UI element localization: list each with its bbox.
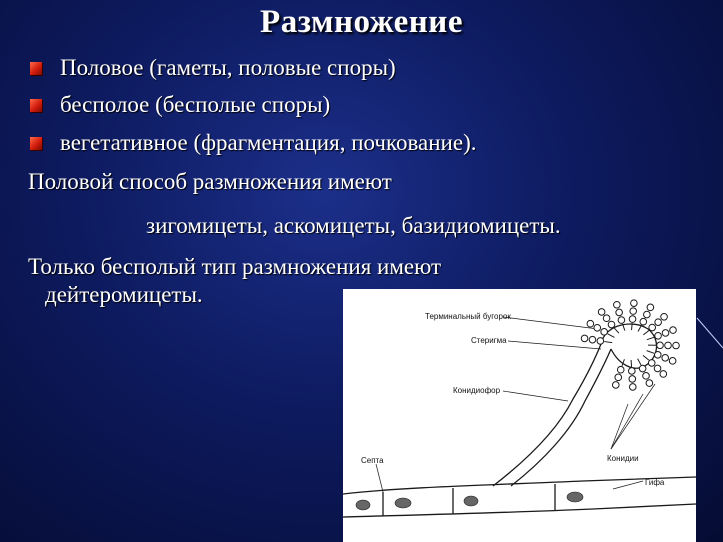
- sterigma: [614, 328, 619, 334]
- conidium: [629, 368, 636, 375]
- conidium: [639, 365, 646, 372]
- conidium: [608, 321, 615, 328]
- conidium: [618, 317, 625, 324]
- sterigma: [604, 342, 612, 343]
- conidium: [669, 358, 676, 365]
- bullet-marker: [30, 62, 42, 75]
- sterigma: [643, 330, 649, 335]
- conidium: [654, 365, 661, 372]
- nucleus: [395, 498, 411, 508]
- diagram-svg: [343, 289, 696, 542]
- bullet-marker: [30, 137, 42, 150]
- conidium: [589, 336, 596, 343]
- conidium: [654, 352, 661, 359]
- label-sterigma: Стеригма: [471, 336, 507, 345]
- conidium: [629, 316, 636, 323]
- conidium: [644, 311, 651, 318]
- slide-title: Размножение: [260, 4, 463, 40]
- conidium: [646, 380, 653, 387]
- leader-conidia: [611, 394, 643, 449]
- sterigma: [647, 351, 654, 354]
- conidium: [662, 355, 669, 362]
- sterigma: [638, 359, 641, 365]
- conidium: [661, 313, 668, 320]
- conidium: [616, 309, 623, 316]
- conidium: [670, 327, 677, 334]
- leader-conidiophore: [503, 391, 568, 401]
- decorative-line: [693, 300, 723, 360]
- label-septum: Септа: [361, 456, 384, 465]
- leader-conidia: [611, 404, 628, 449]
- bullet-marker: [30, 99, 42, 112]
- label-hypha: Гифа: [645, 478, 665, 487]
- nucleus: [356, 500, 370, 510]
- conidium: [630, 308, 637, 315]
- conidia-chains: [581, 300, 679, 390]
- conidium: [587, 320, 594, 327]
- leader-sterigma: [508, 341, 601, 349]
- nucleus: [464, 496, 478, 506]
- conidium: [655, 332, 662, 339]
- conidium: [648, 360, 655, 367]
- hypha-lower-wall: [343, 504, 696, 517]
- conidium: [673, 342, 680, 349]
- conidium: [655, 319, 662, 326]
- paragraph-sexual-line2: зигомицеты, аскомицеты, базидиомицеты.: [146, 213, 561, 238]
- sterigma: [632, 323, 633, 330]
- leader-hypha: [613, 481, 643, 489]
- sterigma: [608, 334, 615, 338]
- conidium: [649, 324, 656, 331]
- conidiophore-left-wall: [493, 344, 601, 486]
- conidium: [643, 373, 650, 380]
- leader-septum: [376, 464, 383, 492]
- label-conidia: Конидии: [607, 454, 639, 463]
- conidium: [640, 318, 647, 325]
- conidium: [629, 384, 636, 391]
- conidium: [603, 315, 610, 322]
- conidium: [614, 301, 621, 308]
- conidium: [612, 382, 619, 389]
- nucleus: [567, 492, 583, 502]
- conidium: [597, 338, 604, 345]
- bullet-sexual: Половое (гаметы, половые споры): [60, 55, 396, 80]
- conidium: [665, 342, 672, 349]
- paragraph-sexual-line1: Половой способ размножения имеют: [28, 169, 392, 194]
- conidium: [647, 304, 654, 311]
- bullet-asexual: бесполое (бесполые споры): [60, 92, 331, 117]
- leader-conidia: [611, 384, 655, 449]
- conidiophore-right-wall: [511, 349, 611, 486]
- paragraph-asexual-line1: Только бесполый тип размножения имеют: [28, 254, 442, 279]
- label-conidiophore: Конидиофор: [453, 386, 501, 395]
- conidium: [601, 329, 608, 336]
- sterigma: [643, 355, 649, 360]
- bullet-vegetative: вегетативное (фрагментация, почкование).: [60, 130, 477, 155]
- conidium: [662, 330, 669, 337]
- conidium: [631, 300, 638, 307]
- sterigma: [647, 337, 654, 339]
- conidium: [594, 324, 601, 331]
- label-terminal-swelling: Терминальный бугорок: [425, 312, 511, 321]
- paragraph-asexual-line2: дейтеромицеты.: [45, 282, 203, 307]
- conidium: [598, 309, 605, 316]
- conidium: [581, 335, 588, 342]
- conidium: [615, 374, 622, 381]
- conidium: [657, 342, 664, 349]
- sterigma: [638, 325, 642, 331]
- conidium: [629, 376, 636, 383]
- leader-terminal: [503, 317, 598, 329]
- conidium: [617, 366, 624, 373]
- conidium: [660, 371, 667, 378]
- conidiophore-diagram: [343, 289, 696, 542]
